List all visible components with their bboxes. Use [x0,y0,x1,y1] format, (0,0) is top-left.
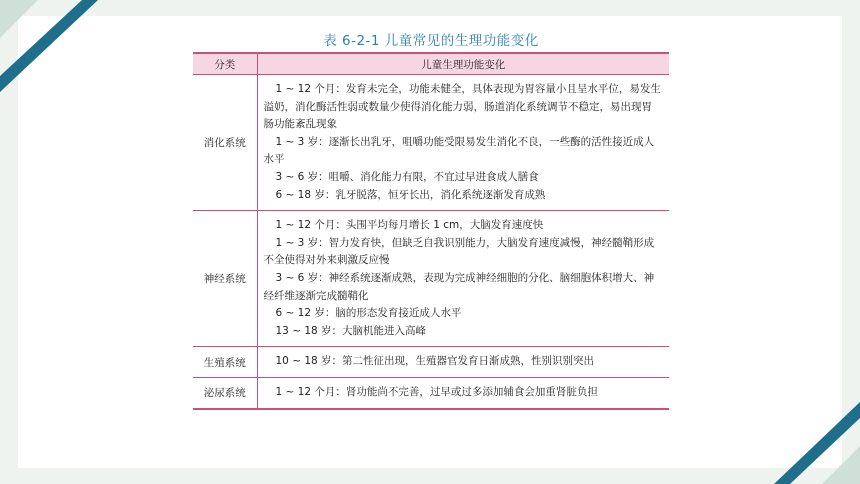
header-changes: 儿童生理功能变化 [257,53,669,75]
table-title: 表 6-2-1 儿童常见的生理功能变化 [323,33,539,49]
row-line: 13 ~ 18 岁：大脑机能进入高峰 [275,324,427,337]
document [193,30,669,410]
row-line: 10 ~ 18 岁：第二性征出现，生殖器官发育日渐成熟，性别识别突出 [275,355,595,368]
row-line: 3 ~ 6 岁：神经系统逐渐成熟，表现为完成神经细胞的分化、脑细胞体积增大、神经纤维逐渐完成髓鞘化 [263,271,655,302]
physiology-table [193,52,669,410]
row-line: 6 ~ 18 岁：乳牙脱落，恒牙长出，消化系统逐渐发育成熟 [275,188,546,201]
table-row [193,211,669,347]
row-content [257,347,669,378]
table-row [193,347,669,378]
row-category: 消化系统 [193,75,257,211]
row-line: 1 ~ 3 岁：智力发育快，但缺乏自我识别能力，大脑发育速度减慢，神经髓鞘形成不全使得对外来刺激反应慢 [263,236,655,267]
table-header-row [193,53,669,75]
table-row [193,377,669,408]
row-line: 3 ~ 6 岁：咀嚼、消化能力有限，不宜过早进食成人膳食 [275,170,539,183]
row-category: 生殖系统 [193,347,257,378]
row-content [257,75,669,211]
table-row [193,75,669,211]
row-category: 泌尿系统 [193,377,257,408]
row-line: 6 ~ 12 岁：脑的形态发育接近成人水平 [275,307,462,320]
row-line: 1 ~ 3 岁：逐渐长出乳牙，咀嚼功能受限易发生消化不良，一些酶的活性接近成人水平 [263,135,655,166]
row-line: 1 ~ 12 个月：头围平均每月增长 1 cm，大脑发育速度快 [275,219,544,232]
bottom-right-corner-decoration [740,374,860,484]
row-category: 神经系统 [193,211,257,347]
row-content [257,211,669,347]
header-category: 分类 [193,53,257,75]
row-line: 1 ~ 12 个月：肾功能尚不完善，过早或过多添加辅食会加重肾脏负担 [275,385,598,398]
row-content [257,377,669,408]
row-line: 1 ~ 12 个月：发育未完全，功能未健全，具体表现为胃容量小且呈水平位，易发生溢奶，消化酶活性弱或数量少使得消化能力弱，肠道消化系统调节不稳定，易出现胃肠功能紊乱现象 [263,83,661,131]
top-left-corner-decoration [0,0,120,100]
